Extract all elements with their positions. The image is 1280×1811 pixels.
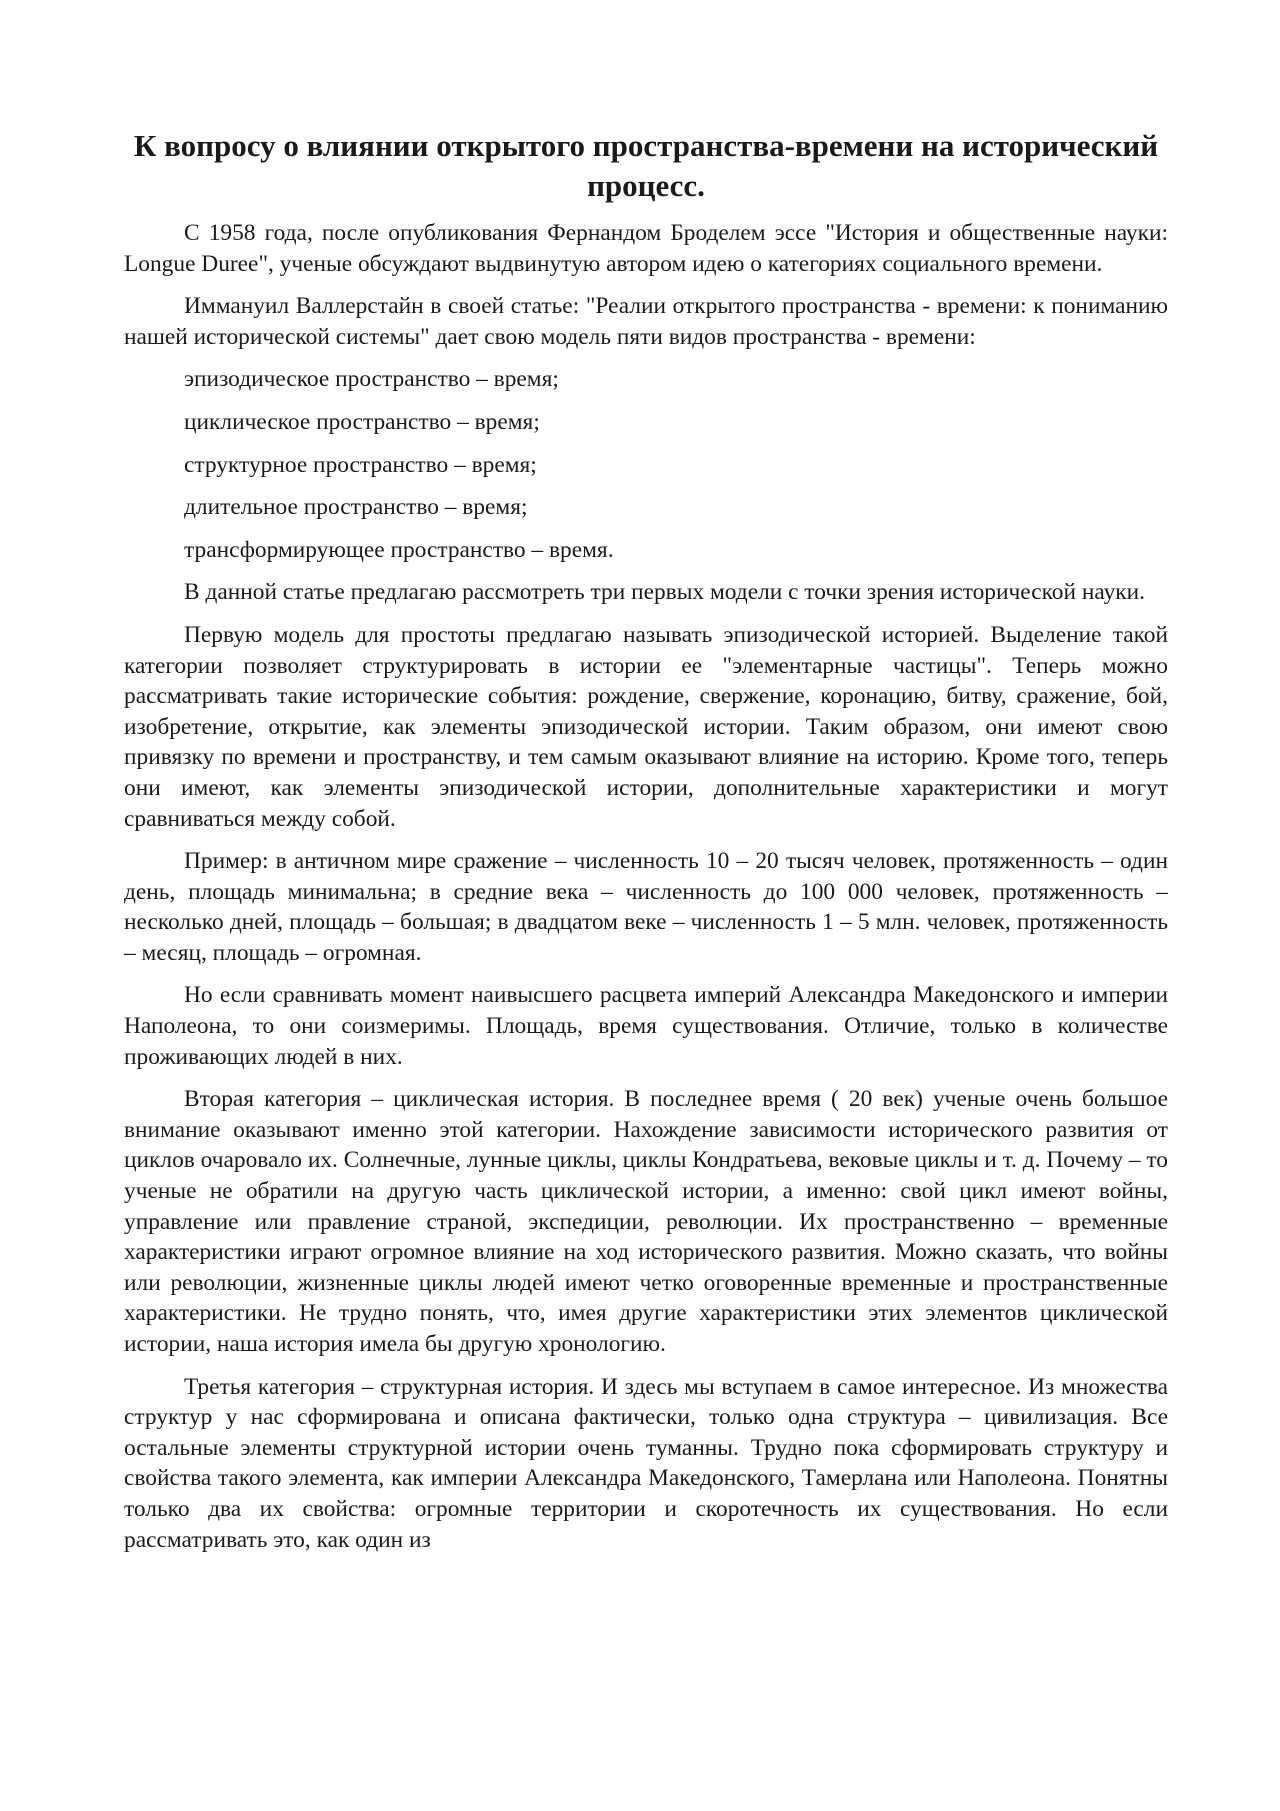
- paragraph-episodic-history: Первую модель для простоты предлагаю называть эпизодической историей. Выделение такой категории позволяет структурировать в истории ее "элементарные частицы". Теперь можно рассматривать такие исторические события: рождение, свержение, коронацию, битву, сражение, бой, изобретение, открытие, как элементы эпизодической истории. Таким образом, они имеют свою привязку по времени и пространству, и тем самым оказывают влияние на историю. Кроме того, теперь они имеют, как элементы эпизодической истории, дополнительные характеристики и могут сравниваться между собой.: [124, 621, 1168, 832]
- list-item: эпизодическое пространство – время;: [184, 366, 559, 393]
- paragraph-structural-history: Третья категория – структурная история. И здесь мы вступаем в самое интересное. Из множества структур у нас сформирована и описана фактически, только одна структура – цивилизация. Все остальные элементы структурной истории очень туманны. Трудно пока сформировать структуру и свойства такого элемента, как империи Александра Македонского, Тамерлана или Наполеона. Понятны только два их свойства: огромные территории и скоротечность их существования. Но если рассматривать это, как один из: [124, 1373, 1168, 1553]
- paragraph-wallerstein: Иммануил Валлерстайн в своей статье: "Реалии открытого пространства - времени: к пониманию нашей исторической системы" дает свою модель пяти видов пространства - времени:: [124, 293, 1168, 350]
- paragraph-empires-comparison: Но если сравнивать момент наивысшего расцвета империй Александра Македонского и империи Наполеона, то они соизмеримы. Площадь, время существования. Отличие, только в количестве проживающих людей в них.: [124, 982, 1168, 1070]
- list-item: трансформирующее пространство – время.: [184, 536, 614, 563]
- list-item: длительное пространство – время;: [184, 494, 528, 521]
- paragraph-intro-three-models: В данной статье предлагаю рассмотреть три первых модели с точки зрения исторической науки.: [184, 579, 1146, 606]
- list-item: структурное пространство – время;: [184, 451, 537, 478]
- paragraph-braudel: С 1958 года, после опубликования Фернандом Броделем эссе "История и общественные науки: Longue Duree", ученые обсуждают выдвинутую автором идею о категориях социального времени.: [124, 220, 1168, 277]
- document-body: [124, 126, 1168, 1567]
- document-title: К вопросу о влиянии открытого пространства-времени на исторический процесс.: [133, 128, 1159, 203]
- spacetime-types-list: [124, 364, 1168, 565]
- paragraph-cyclic-history: Вторая категория – циклическая история. В последнее время ( 20 век) ученые очень большое внимание оказывают именно этой категории. Нахождение зависимости исторического развития от циклов очаровало их. Солнечные, лунные циклы, циклы Кондратьева, вековые циклы и т. д. Почему – то ученые не обратили на другую часть циклической истории, а именно: свой цикл имеют войны, управление или правление страной, экспедиции, революции. Их пространственно – временные характеристики играют огромное влияние на ход исторического развития. Можно сказать, что войны или революции, жизненные циклы людей имеют четко оговоренные временные и пространственные характеристики. Не трудно понять, что, имея другие характеристики этих элементов циклической истории, наша история имела бы другую хронологию.: [124, 1086, 1168, 1357]
- list-item: циклическое пространство – время;: [184, 408, 540, 435]
- paragraph-battle-example: Пример: в античном мире сражение – численность 10 – 20 тысяч человек, протяженность – один день, площадь минимальна; в средние века – численность до 100 000 человек, протяженность – несколько дней, площадь – большая; в двадцатом веке – численность 1 – 5 млн. человек, протяженность – месяц, площадь – огромная.: [124, 848, 1168, 966]
